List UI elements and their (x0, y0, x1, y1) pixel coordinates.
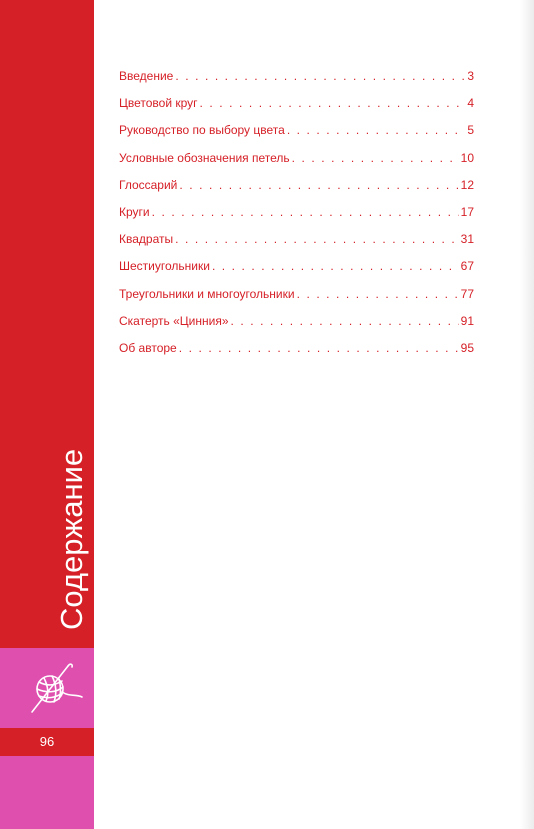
sidebar-bottom-band (0, 756, 94, 829)
toc-entry-page: 91 (460, 313, 474, 328)
toc-dot-leader (200, 96, 466, 110)
toc-entry-page: 12 (460, 177, 474, 192)
toc-entry-title: Скатерть «Цинния» (119, 313, 229, 328)
toc-entry-title: Круги (119, 204, 150, 219)
toc-entry-title: Цветовой круг (119, 96, 198, 111)
toc-entry[interactable] (119, 69, 474, 96)
toc-entry-title: Руководство по выбору цвета (119, 123, 285, 138)
toc-entry[interactable] (119, 96, 474, 123)
toc-entry[interactable] (119, 151, 474, 178)
yarn-ball-icon (30, 660, 90, 718)
toc-entry[interactable] (119, 341, 474, 368)
toc-entry-page: 4 (467, 96, 474, 111)
toc-entry[interactable] (119, 232, 474, 259)
toc-entry-title: Глоссарий (119, 177, 178, 192)
toc-dot-leader (231, 314, 459, 328)
toc-entry[interactable] (119, 314, 474, 341)
toc-entry-page: 5 (467, 123, 474, 138)
toc-dot-leader (212, 259, 459, 273)
toc-dot-leader (179, 178, 458, 192)
page-edge-shadow (520, 0, 534, 829)
toc-entry-page: 95 (460, 340, 474, 355)
toc-entry[interactable] (119, 259, 474, 286)
toc-entry-page: 31 (460, 232, 474, 247)
toc-entry[interactable] (119, 123, 474, 150)
toc-entry-title: Введение (119, 69, 174, 83)
toc-entry-page: 77 (460, 286, 474, 301)
toc-entry-page: 67 (460, 259, 474, 274)
toc-entry[interactable] (119, 287, 474, 314)
toc-dot-leader (297, 287, 459, 301)
toc-dot-leader (287, 123, 466, 137)
toc-entry-page: 10 (460, 150, 474, 165)
toc-entry[interactable] (119, 178, 474, 205)
toc-dot-leader (175, 69, 465, 83)
toc-entry-title: Условные обозначения петель (119, 150, 290, 165)
toc-dot-leader (175, 232, 459, 246)
toc-entry-title: Треугольники и многоугольники (119, 286, 295, 301)
page-number: 96 (0, 728, 94, 756)
toc-dot-leader (152, 205, 459, 219)
toc-entry-page: 3 (467, 69, 474, 83)
toc-entry[interactable] (119, 205, 474, 232)
toc-entry-title: Квадраты (119, 232, 174, 247)
sidebar (0, 0, 94, 829)
toc-dot-leader (292, 151, 459, 165)
toc-entry-title: Шестиугольники (119, 259, 210, 274)
page-title: Содержание (54, 448, 89, 630)
toc-dot-leader (179, 341, 459, 355)
toc-entry-title: Об авторе (119, 340, 177, 355)
toc-entry-page: 17 (460, 204, 474, 219)
table-of-contents (119, 69, 474, 368)
